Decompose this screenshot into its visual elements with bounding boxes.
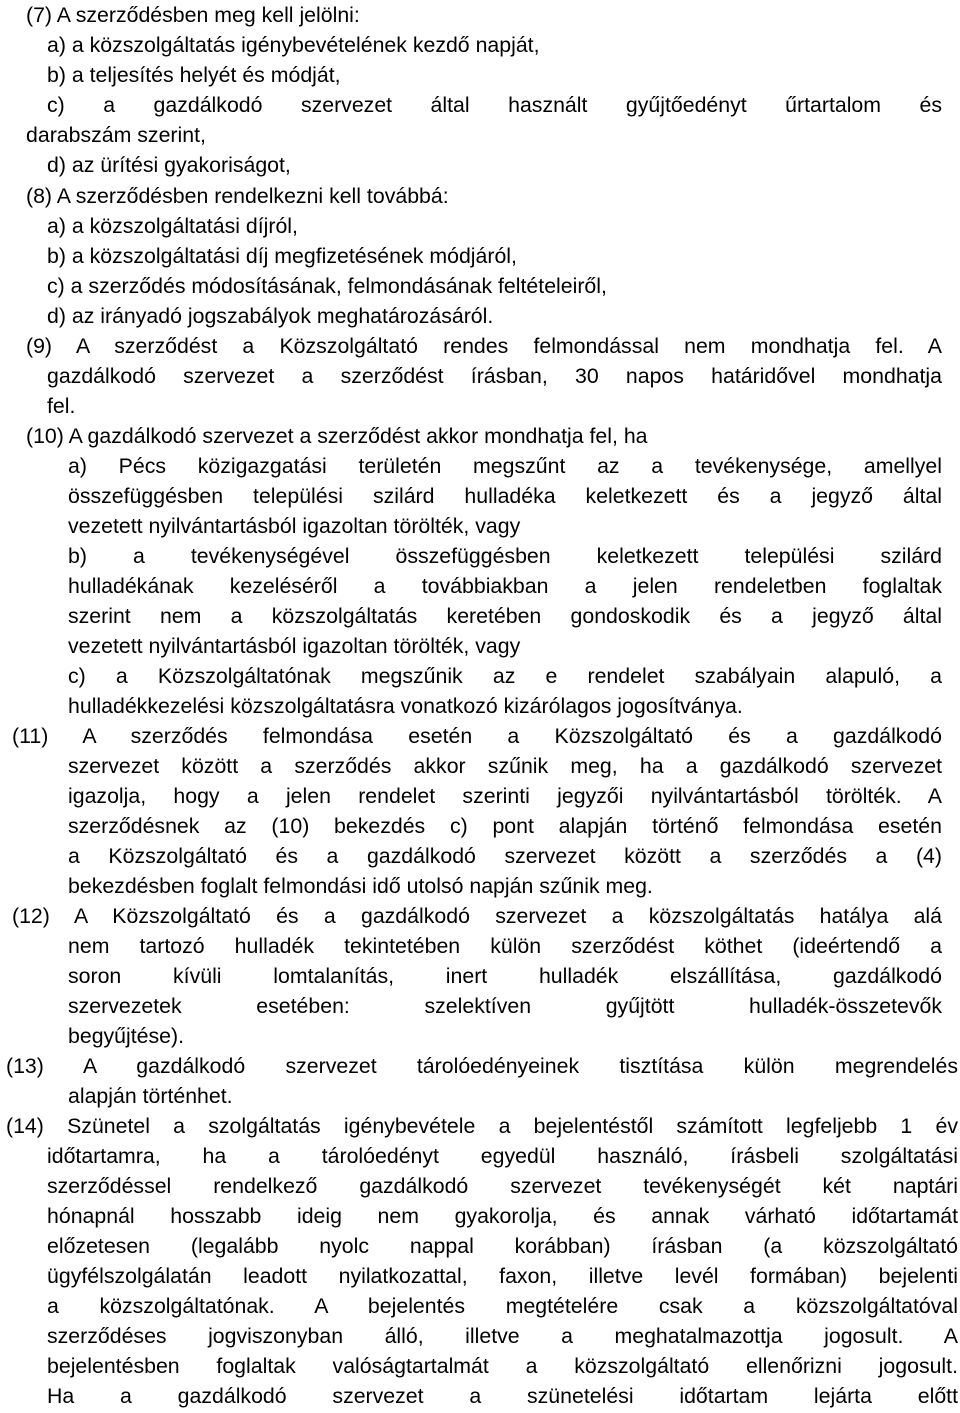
text-line: fel. — [47, 394, 76, 418]
text-line: hulladékkezelési közszolgáltatásra vonatkozó kizárólagos jogosítványa. — [68, 694, 743, 718]
text-line: (8) A szerződésben rendelkezni kell továbbá: — [26, 184, 449, 208]
text-line: (13) A gazdálkodó szervezet tárolóedényeinek tisztítása külön megrendelés — [6, 1054, 958, 1078]
text-line: c) a Közszolgáltatónak megszűnik az e rendelet szabályain alapuló, a — [68, 664, 942, 688]
text-line: szerződéses jogviszonyban álló, illetve a meghatalmazottja jogosult. A — [47, 1324, 958, 1348]
text-line: vezetett nyilvántartásból igazoltan törölték, vagy — [68, 514, 521, 538]
text-line: c) a gazdálkodó szervezet által használt gyűjtőedényt űrtartalom és — [47, 93, 942, 117]
text-line: szervezetek esetében: szelektíven gyűjtött hulladék-összetevők — [68, 994, 942, 1018]
text-line: időtartamra, ha a tárolóedényt egyedül használó, írásbeli szolgáltatási — [47, 1144, 958, 1168]
text-line: c) a szerződés módosításának, felmondásának feltételeiről, — [47, 274, 607, 298]
text-line: Ha a gazdálkodó szervezet a szünetelési időtartam lejárta előtt — [47, 1384, 958, 1408]
text-line: alapján történhet. — [68, 1084, 233, 1108]
text-line: szerződéssel rendelkező gazdálkodó szervezet tevékenységét két naptári — [47, 1174, 958, 1198]
text-line: a) a közszolgáltatási díjról, — [47, 214, 298, 238]
text-line: hulladékának kezeléséről a továbbiakban a jelen rendeletben foglaltak — [68, 574, 942, 598]
text-line: (14) Szünetel a szolgáltatás igénybevétele a bejelentéstől számított legfeljebb 1 év — [6, 1114, 958, 1138]
text-line: soron kívüli lomtalanítás, inert hulladék elszállítása, gazdálkodó — [68, 964, 942, 988]
text-line: darabszám szerint, — [26, 123, 206, 147]
text-line: szervezet között a szerződés akkor szűnik meg, ha a gazdálkodó szervezet — [68, 754, 942, 778]
text-line: előzetesen (legalább nyolc nappal korábban) írásban (a közszolgáltató — [47, 1234, 958, 1258]
text-line: igazolja, hogy a jelen rendelet szerinti jegyzői nyilvántartásból törölték. A — [68, 784, 942, 808]
text-line: (11) A szerződés felmondása esetén a Közszolgáltató és a gazdálkodó — [12, 724, 942, 748]
text-line: a Közszolgáltató és a gazdálkodó szervezet között a szerződés a (4) — [68, 844, 942, 868]
text-line: begyűjtése). — [68, 1024, 185, 1048]
text-line: szerződésnek az (10) bekezdés c) pont alapján történő felmondása esetén — [68, 814, 942, 838]
text-line: gazdálkodó szervezet a szerződést írásban, 30 napos határidővel mondhatja — [47, 364, 942, 388]
text-line: vezetett nyilvántartásból igazoltan törölték, vagy — [68, 634, 521, 658]
text-line: a) a közszolgáltatás igénybevételének kezdő napját, — [47, 33, 540, 57]
text-line: d) az ürítési gyakoriságot, — [47, 153, 291, 177]
text-line: bejelentésben foglaltak valóságtartalmát a közszolgáltató ellenőrizni jogosult. — [47, 1354, 958, 1378]
text-line: (12) A Közszolgáltató és a gazdálkodó szervezet a közszolgáltatás hatálya alá — [12, 904, 942, 928]
text-line: ügyfélszolgálatán leadott nyilatkozattal, faxon, illetve levél formában) bejelenti — [47, 1264, 958, 1288]
text-line: (7) A szerződésben meg kell jelölni: — [26, 3, 360, 27]
text-line: nem tartozó hulladék tekintetében külön szerződést köthet (ideértendő a — [68, 934, 942, 958]
text-line: (9) A szerződést a Közszolgáltató rendes felmondással nem mondhatja fel. A — [26, 334, 942, 358]
text-line: b) a közszolgáltatási díj megfizetésének módjáról, — [47, 244, 517, 268]
text-line: a közszolgáltatónak. A bejelentés megtételére csak a közszolgáltatóval — [47, 1294, 958, 1318]
text-line: bekezdésben foglalt felmondási idő utolsó napján szűnik meg. — [68, 874, 653, 898]
text-line: b) a tevékenységével összefüggésben keletkezett települési szilárd — [68, 544, 942, 568]
text-line: d) az irányadó jogszabályok meghatározásáról. — [47, 304, 494, 328]
text-line: összefüggésben települési szilárd hulladéka keletkezett és a jegyző által — [68, 484, 942, 508]
text-line: (10) A gazdálkodó szervezet a szerződést akkor mondhatja fel, ha — [26, 424, 648, 448]
text-line: a) Pécs közigazgatási területén megszűnt az a tevékenysége, amellyel — [68, 454, 942, 478]
text-line: szerint nem a közszolgáltatás keretében gondoskodik és a jegyző által — [68, 604, 942, 628]
text-line: b) a teljesítés helyét és módját, — [47, 63, 341, 87]
text-line: hónapnál hosszabb ideig nem gyakorolja, és annak várható időtartamát — [47, 1204, 958, 1228]
